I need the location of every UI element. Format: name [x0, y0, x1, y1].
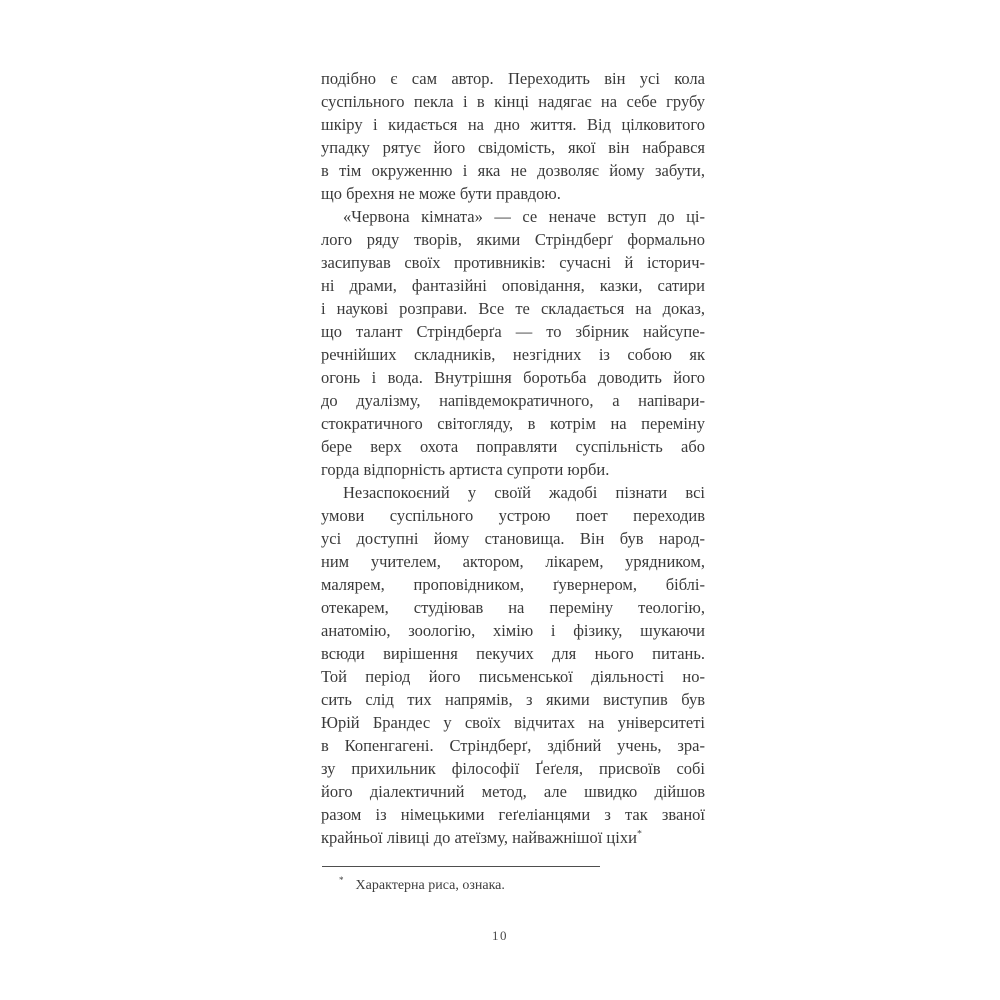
body-text: [321, 67, 705, 849]
text-line: усі доступні йому становища. Він був народ-: [321, 529, 705, 548]
text-line: до дуалізму, напівдемократичного, а напівари-: [321, 391, 705, 410]
text-line: що талант Стріндберґа — то збірник найсупе-: [321, 322, 705, 341]
paragraph: [321, 67, 705, 205]
paragraph: [321, 481, 705, 849]
text-line: Той період його письменської діяльності но-: [321, 667, 705, 686]
text-line: Юрій Брандес у своїх відчитах на університеті: [321, 713, 705, 732]
text-line: зу прихильник філософії Ґеґеля, присвоїв собі: [321, 759, 705, 778]
text-line: разом із німецькими геґеліанцями з так званої: [321, 805, 705, 824]
footnote: [321, 876, 705, 895]
text-line: всюди вирішення пекучих для нього питань.: [321, 644, 705, 663]
page-number: 10: [492, 928, 508, 943]
text-line: шкіру і кидається на дно життя. Від цілковитого: [321, 115, 705, 134]
text-line: стократичного світогляду, в котрім на переміну: [321, 414, 705, 433]
text-line: умови суспільного устрою поет переходив: [321, 506, 705, 525]
text-line: огонь і вода. Внутрішня боротьба доводить його: [321, 368, 705, 387]
text-line: упадку рятує його свідомість, якої він набрався: [321, 138, 705, 157]
text-line: лого ряду творів, якими Стріндберґ формально: [321, 230, 705, 249]
text-line: горда відпорність артиста супроти юрби.: [321, 460, 610, 479]
footnote-text: Характерна риса, ознака.: [355, 878, 505, 893]
paragraph: [321, 205, 705, 481]
text-line: його діалектичний метод, але швидко дійшов: [321, 782, 705, 801]
text-line: подібно є сам автор. Переходить він усі кола: [321, 69, 705, 88]
text-line: сить слід тих напрямів, з якими виступив був: [321, 690, 705, 709]
text-line: в тім окруженню і яка не дозволяє йому забути,: [321, 161, 705, 180]
text-line: анатомію, зоологію, хімію і фізику, шукаючи: [321, 621, 705, 640]
text-line: речнійших складників, незгідних із собою як: [321, 345, 705, 364]
footnote-reference-marker: *: [636, 828, 642, 840]
text-line: Незаспокоєний у своїй жадобі пізнати всі: [343, 483, 705, 502]
text-line: ним учителем, актором, лікарем, урядником,: [321, 552, 705, 571]
text-line: бере верх охота поправляти суспільність або: [321, 437, 705, 456]
text-line: що брехня не може бути правдою.: [321, 184, 561, 203]
footnote-marker: *: [339, 875, 344, 886]
text-line: малярем, проповідником, ґувернером, біблі-: [321, 575, 705, 594]
text-line: крайньої лівиці до атеїзму, найважнішої ціхи*: [321, 828, 642, 847]
text-line: ні драми, фантазійні оповідання, казки, сатири: [321, 276, 705, 295]
text-line: і наукові розправи. Все те складається на доказ,: [321, 299, 705, 318]
text-line: засипував своїх противників: сучасні й історич-: [321, 253, 705, 272]
text-line: суспільного пекла і в кінці надягає на себе грубу: [321, 92, 705, 111]
text-line: в Копенгагені. Стріндберґ, здібний учень, зра-: [321, 736, 705, 755]
text-line: «Червона кімната» — се неначе вступ до ці-: [343, 207, 705, 226]
text-line: отекарем, студіював на переміну теологію,: [321, 598, 705, 617]
footnote-divider: [322, 866, 600, 867]
